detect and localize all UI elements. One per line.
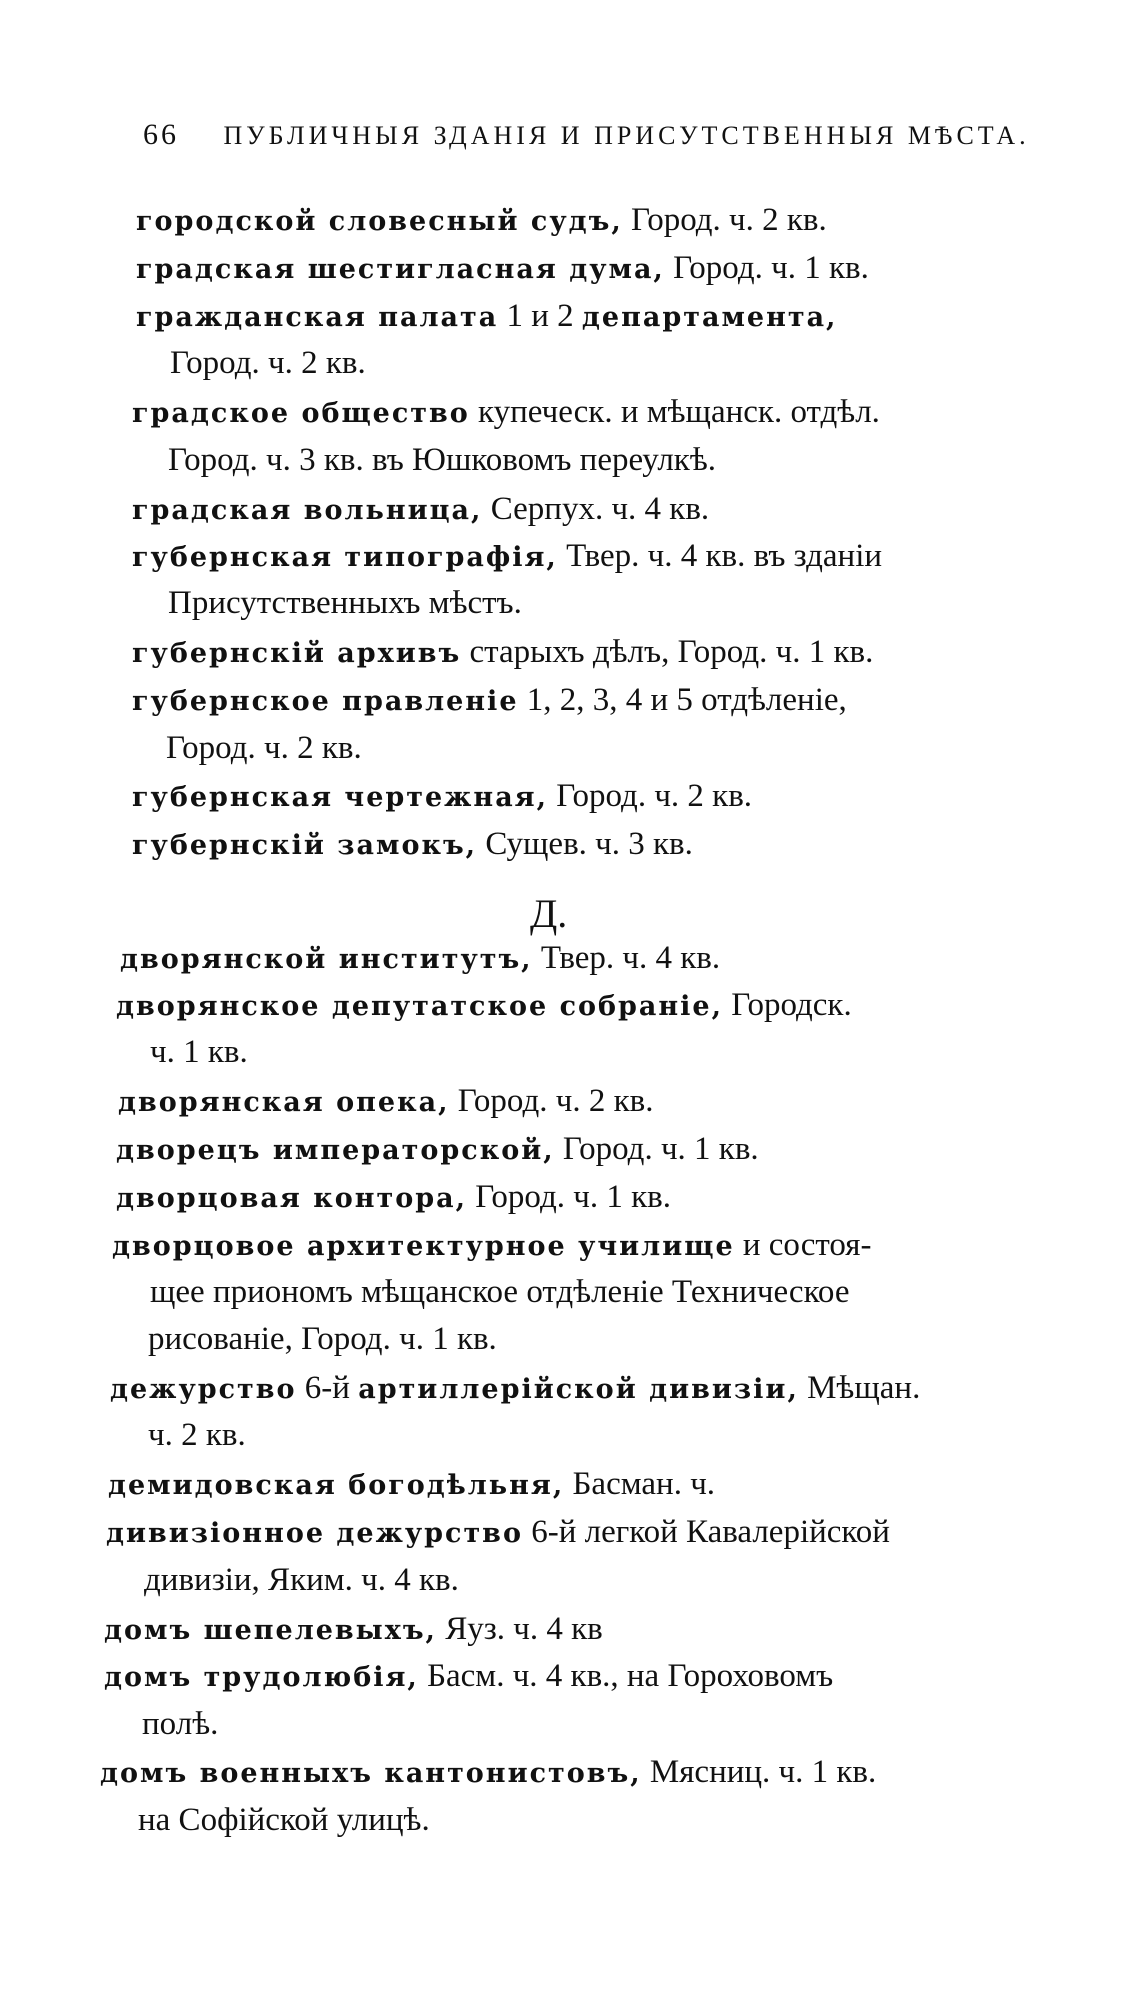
- entry-line: [168, 583, 522, 623]
- entry-term: губернская типографія,: [132, 542, 558, 573]
- entry-text: Городск.: [723, 987, 852, 1023]
- entry-line: [104, 1656, 833, 1698]
- entry-term: дворянской институтъ,: [120, 944, 533, 975]
- entry-line: [116, 1129, 759, 1171]
- entry-text: ч. 2 кв.: [148, 1417, 246, 1453]
- entry-text: дивизіи, Яким. ч. 4 кв.: [144, 1562, 459, 1598]
- entry-line: [132, 680, 847, 722]
- entry-text: Город. ч. 2 кв.: [449, 1083, 654, 1119]
- entry-line: [110, 1368, 920, 1410]
- entry-term: дворянское депутатское собраніе,: [116, 991, 724, 1022]
- entry-line: [112, 1225, 871, 1267]
- page-header: [143, 118, 1030, 152]
- entry-term: губернскій архивъ: [132, 638, 462, 669]
- entry-line: [148, 1319, 497, 1359]
- entry-text: 1, 2, 3, 4 и 5 отдѣленіе,: [518, 682, 847, 718]
- entry-text: Город. ч. 2 кв.: [622, 202, 827, 238]
- entry-text: старыхъ дѣлъ, Город. ч. 1 кв.: [461, 634, 874, 670]
- entry-line: [104, 1609, 603, 1651]
- entry-term: дворецъ императорской,: [116, 1135, 555, 1166]
- entry-text: Город. ч. 2 кв.: [170, 345, 366, 381]
- entry-line: [116, 1177, 671, 1219]
- entry-text: 6-й легкой Кавалерійской: [522, 1514, 890, 1550]
- entry-text: Мясниц. ч. 1 кв.: [641, 1754, 877, 1790]
- entry-line: [132, 392, 880, 434]
- entry-text: и состоя-: [734, 1227, 872, 1263]
- entry-line: [132, 632, 873, 674]
- entry-text: Басм. ч. 4 кв., на Гороховомъ: [418, 1658, 834, 1694]
- entry-line: [132, 776, 752, 818]
- entry-line: [136, 200, 827, 242]
- entry-text: ч. 1 кв.: [150, 1034, 248, 1070]
- entry-term: дивизіонное дежурство: [106, 1518, 523, 1549]
- entry-term: градская вольница,: [132, 495, 483, 526]
- entry-term: губернская чертежная,: [132, 782, 549, 813]
- entry-text: Твер. ч. 4 кв. въ зданіи: [557, 538, 883, 574]
- entry-line: [132, 489, 709, 531]
- entry-line: [150, 1032, 248, 1072]
- entry-line: [142, 1704, 218, 1744]
- entry-text: Город. ч. 3 кв. въ Юшковомъ переулкѣ.: [168, 442, 717, 478]
- entry-text: Город. ч. 1 кв.: [554, 1131, 759, 1167]
- section-letter: Д.: [530, 891, 568, 936]
- entry-term: артиллерійской дивизіи,: [358, 1374, 799, 1405]
- entry-line: [132, 536, 882, 578]
- entry-text: Твер. ч. 4 кв.: [532, 940, 721, 976]
- entry-line: [108, 1464, 715, 1506]
- entry-line: [150, 1272, 849, 1312]
- entry-term: градская шестигласная дума,: [136, 254, 665, 285]
- entry-line: [136, 248, 869, 290]
- entry-text: на Софійской улицѣ.: [138, 1802, 430, 1838]
- entry-text: купеческ. и мѣщанск. отдѣл.: [469, 394, 880, 430]
- entry-text: Мѣщан.: [798, 1370, 921, 1406]
- entry-term: домъ шепелевыхъ,: [104, 1615, 437, 1646]
- entry-text: рисованіе, Город. ч. 1 кв.: [148, 1321, 497, 1357]
- entry-line: [136, 296, 837, 338]
- entry-line: [166, 728, 362, 768]
- entry-term: дворцовое архитектурное училище: [112, 1231, 735, 1262]
- entry-line: [100, 1752, 876, 1794]
- entry-text: 6-й: [296, 1370, 359, 1406]
- entry-term: демидовская богодѣльня,: [108, 1470, 565, 1501]
- entry-term: дежурство: [110, 1374, 297, 1405]
- entry-line: [138, 1800, 430, 1840]
- entry-line: [168, 440, 716, 480]
- entry-text: 1 и 2: [498, 298, 582, 334]
- entry-text: Город. ч. 1 кв.: [466, 1179, 671, 1215]
- running-title: ПУБЛИЧНЫЯ ЗДАНІЯ И ПРИСУТСТВЕННЫЯ МѢСТА.: [223, 121, 1030, 150]
- entry-line: [118, 1081, 653, 1123]
- entry-term: гражданская палата: [136, 302, 499, 333]
- entry-line: [132, 824, 693, 866]
- entry-text: Город. ч. 2 кв.: [166, 730, 362, 766]
- entry-term: градское общество: [132, 398, 470, 429]
- entry-text: щее приономъ мѣщанское отдѣленіе Техническое: [150, 1274, 850, 1310]
- entry-text: Город. ч. 1 кв.: [664, 250, 869, 286]
- entry-term: городской словесный судъ,: [136, 206, 623, 237]
- entry-line: [144, 1560, 459, 1600]
- entry-term: дворянская опека,: [118, 1087, 450, 1118]
- entry-text: Басман. ч.: [564, 1466, 716, 1502]
- entry-line: [148, 1415, 246, 1455]
- entry-term: департамента,: [581, 302, 838, 333]
- entry-term: домъ военныхъ кантонистовъ,: [100, 1758, 642, 1789]
- entry-term: домъ трудолюбія,: [104, 1662, 419, 1693]
- entry-term: губернскій замокъ,: [132, 830, 478, 861]
- entry-text: Город. ч. 2 кв.: [548, 778, 753, 814]
- entry-line: [170, 343, 366, 383]
- entry-line: [116, 985, 852, 1027]
- entry-line: [120, 938, 720, 980]
- entry-text: Присутственныхъ мѣстъ.: [168, 585, 522, 621]
- entry-text: полѣ.: [142, 1706, 219, 1742]
- page-number: 66: [143, 118, 179, 151]
- entry-line: [106, 1512, 890, 1554]
- entry-term: дворцовая контора,: [116, 1183, 467, 1214]
- entry-text: Сущев. ч. 3 кв.: [477, 826, 693, 862]
- entry-term: губернское правленіе: [132, 686, 519, 717]
- entry-text: Яуз. ч. 4 кв: [436, 1611, 603, 1647]
- entry-text: Серпух. ч. 4 кв.: [482, 491, 710, 527]
